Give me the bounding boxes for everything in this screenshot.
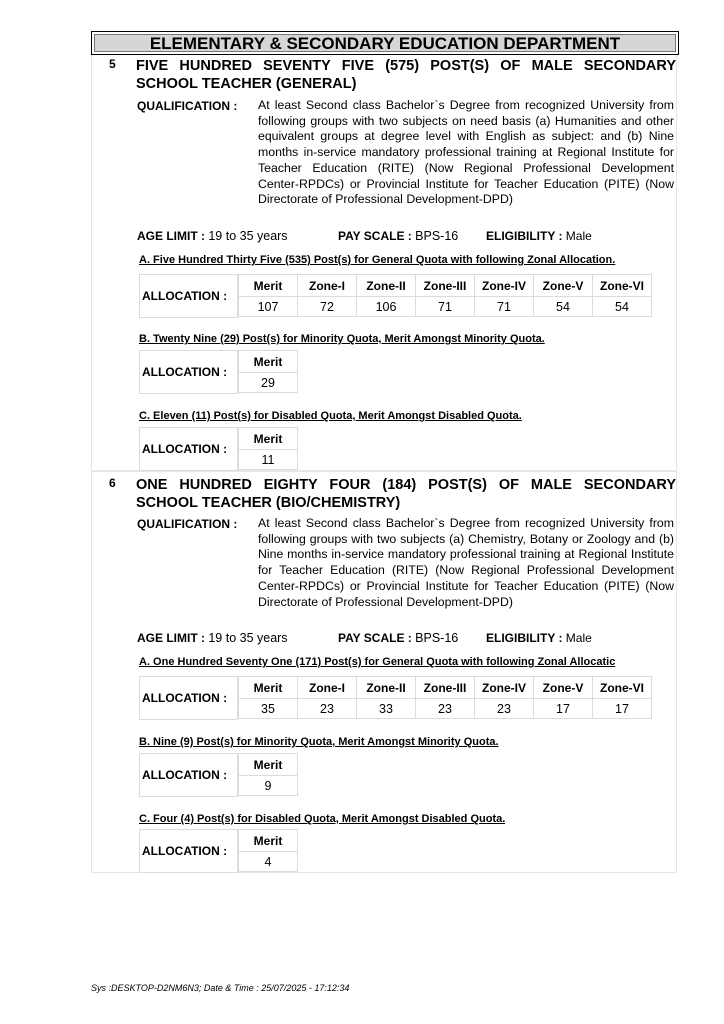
pay-scale-label: PAY SCALE : [338,229,412,243]
allocation-cell: 17 [593,699,652,719]
allocation-header-row [239,754,298,776]
section-heading: B. Twenty Nine (29) Post(s) for Minority Quota, Merit Amongst Minority Quota. [139,333,545,345]
column-header: Zone-III [416,275,475,297]
allocation-cell: 71 [475,297,534,317]
allocation-label: ALLOCATION : [139,427,238,471]
allocation-header-row [239,677,652,699]
allocation-label: ALLOCATION : [139,274,238,318]
pay-scale-value: BPS-16 [415,229,459,243]
age-limit-label: AGE LIMIT : [137,229,205,243]
post-number: 6 [109,476,116,490]
post-number: 5 [109,57,116,71]
allocation-value-row [239,297,652,317]
allocation-table [238,753,298,796]
section-heading: A. One Hundred Seventy One (171) Post(s) for General Quota with following Zonal Allocatic [139,656,616,668]
age-limit-label: AGE LIMIT : [137,631,205,645]
column-header: Zone-I [298,275,357,297]
allocation-cell: 72 [298,297,357,317]
qualification-text: At least Second class Bachelor`s Degree from recognized University from following groups with two subjects on need basis (a) Humanities and other equivalent groups at degree level with English as subject: and (b) Nine months in-service mandatory professional training at Regional Institute for Teacher Education (RITE) (Now Regional Professional Development Center-RPDCs) or Provincial Institute for Teacher Education (PITE) (Now Directorate of Professional Development-DPD) [258,98,674,207]
allocation-label: ALLOCATION : [139,350,238,394]
column-header: Merit [239,830,298,852]
post-block-5 [91,55,677,471]
allocation-cell: 29 [239,373,298,393]
column-header: Zone-V [534,677,593,699]
allocation-cell: 17 [534,699,593,719]
allocation-table [238,274,652,317]
allocation-value-row [239,699,652,719]
allocation-value-row [239,776,298,796]
column-header: Merit [239,351,298,373]
allocation-label: ALLOCATION : [139,676,238,720]
post-title: FIVE HUNDRED SEVENTY FIVE (575) POST(S) OF MALE SECONDARY SCHOOL TEACHER (GENERAL) [136,58,676,92]
column-header: Zone-V [534,275,593,297]
allocation-cell: 35 [239,699,298,719]
column-header: Zone-II [357,677,416,699]
allocation-cell: 23 [416,699,475,719]
allocation-cell: 11 [239,450,298,470]
column-header: Zone-I [298,677,357,699]
allocation-cell: 23 [475,699,534,719]
allocation-label: ALLOCATION : [139,829,238,873]
column-header: Zone-IV [475,677,534,699]
allocation-table [238,350,298,393]
column-header: Merit [239,677,298,699]
section-heading: A. Five Hundred Thirty Five (535) Post(s) for General Quota with following Zonal Allocation. [139,254,616,266]
allocation-cell: 106 [357,297,416,317]
section-heading: B. Nine (9) Post(s) for Minority Quota, Merit Amongst Minority Quota. [139,736,499,748]
system-footer: Sys :DESKTOP-D2NM6N3; Date & Time : 25/07/2025 - 17:12:34 [91,983,350,993]
allocation-cell: 54 [593,297,652,317]
qualification-label: QUALIFICATION : [137,517,238,531]
allocation-label: ALLOCATION : [139,753,238,797]
age-limit-value: 19 to 35 years [208,631,288,645]
column-header: Zone-VI [593,677,652,699]
eligibility-value: Male [565,229,592,243]
eligibility-label: ELIGIBILITY : [486,229,563,243]
allocation-header-row [239,830,298,852]
post-block-6 [91,471,677,873]
column-header: Zone-III [416,677,475,699]
allocation-header-row [239,351,298,373]
allocation-cell: 9 [239,776,298,796]
allocation-cell: 54 [534,297,593,317]
qualification-label: QUALIFICATION : [137,99,238,113]
allocation-cell: 23 [298,699,357,719]
allocation-cell: 71 [416,297,475,317]
eligibility-value: Male [565,631,592,645]
column-header: Merit [239,428,298,450]
allocation-header-row [239,275,652,297]
eligibility-label: ELIGIBILITY : [486,631,563,645]
post-title: ONE HUNDRED EIGHTY FOUR (184) POST(S) OF MALE SECONDARY SCHOOL TEACHER (BIO/CHEMISTRY) [136,477,676,511]
section-heading: C. Eleven (11) Post(s) for Disabled Quota, Merit Amongst Disabled Quota. [139,410,522,422]
age-limit-value: 19 to 35 years [208,229,288,243]
pay-scale-label: PAY SCALE : [338,631,412,645]
pay-scale-value: BPS-16 [415,631,459,645]
column-header: Merit [239,275,298,297]
allocation-cell: 33 [357,699,416,719]
allocation-cell: 4 [239,852,298,872]
column-header: Zone-IV [475,275,534,297]
section-heading: C. Four (4) Post(s) for Disabled Quota, Merit Amongst Disabled Quota. [139,813,506,825]
allocation-table [238,676,652,719]
column-header: Zone-II [357,275,416,297]
allocation-header-row [239,428,298,450]
column-header: Zone-VI [593,275,652,297]
allocation-value-row [239,450,298,470]
allocation-table [238,829,298,872]
column-header: Merit [239,754,298,776]
allocation-value-row [239,373,298,393]
allocation-value-row [239,852,298,872]
department-header: ELEMENTARY & SECONDARY EDUCATION DEPARTMENT [91,31,679,55]
allocation-table [238,427,298,470]
qualification-text: At least Second class Bachelor`s Degree from recognized University from following groups with two subjects (a) Chemistry, Botany or Zoology and (b) Nine months in-service mandatory professional training at Regional Institute for Teacher Education (RITE) (Now Regional Professional Development Center-RPDCs) or Provincial Institute for Teacher Education (PITE) (Now Directorate of Professional Development-DPD) [258,516,674,609]
allocation-cell: 107 [239,297,298,317]
